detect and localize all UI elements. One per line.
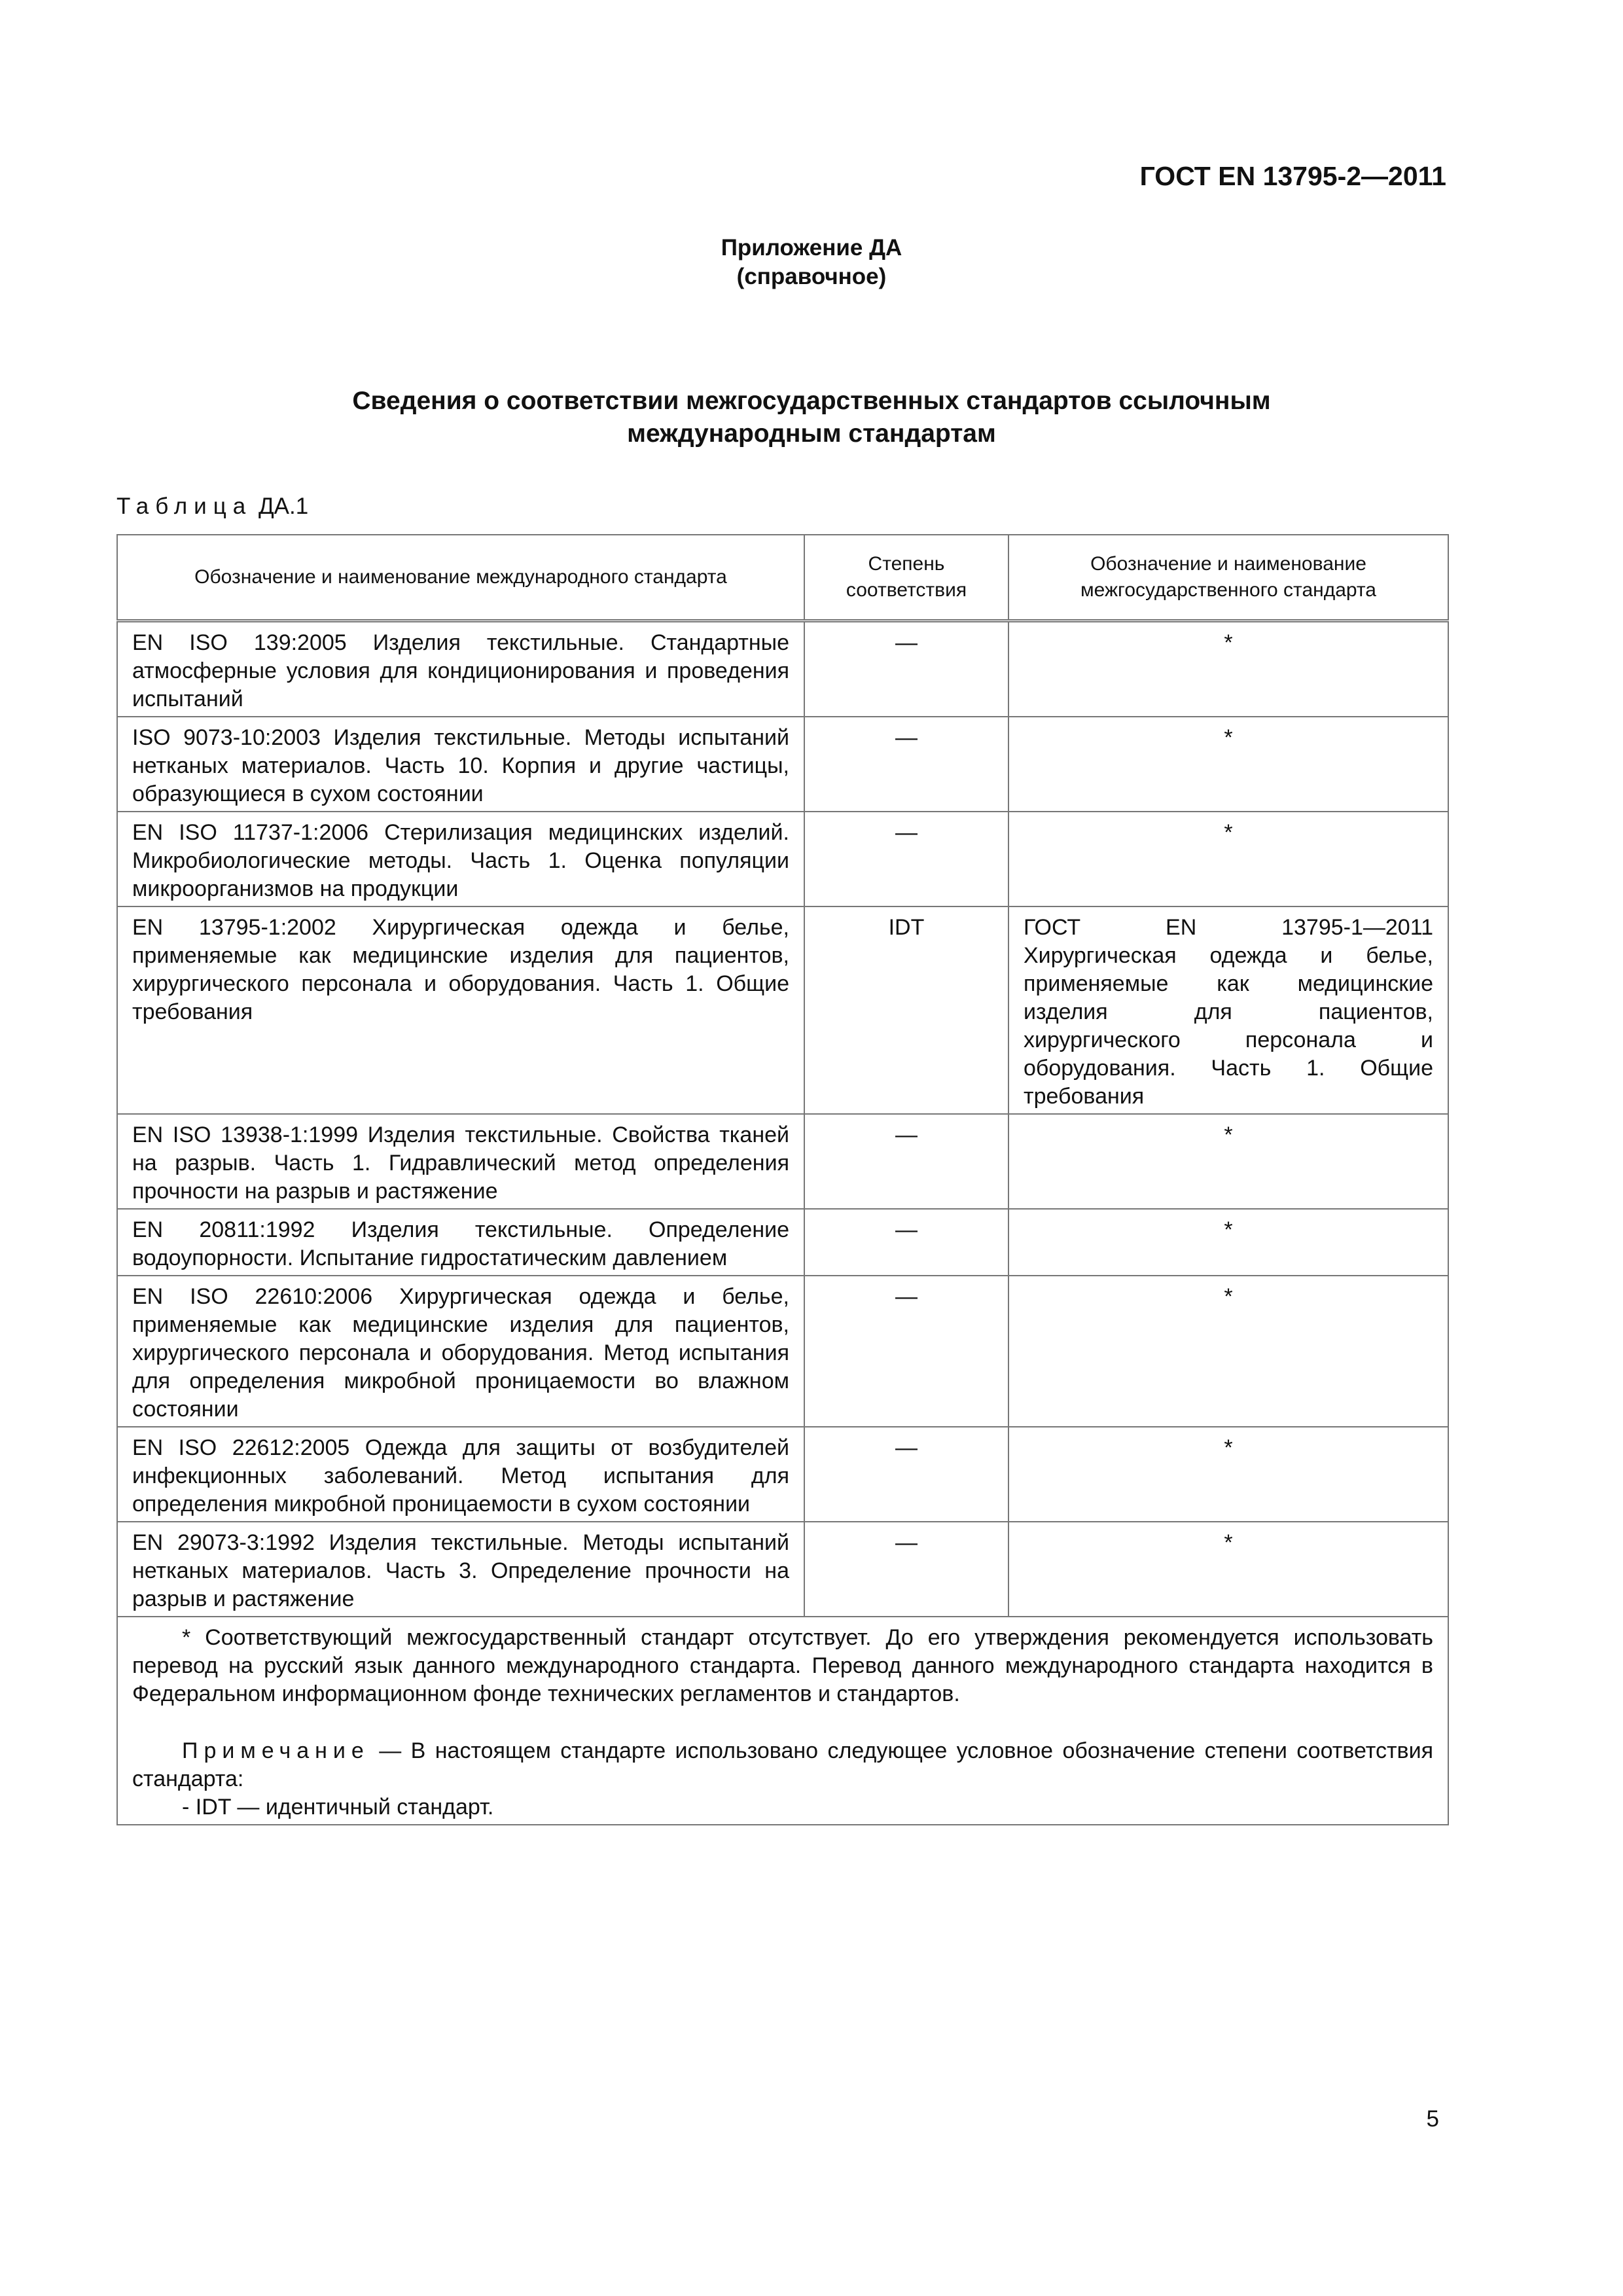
cell-international-standard: EN 13795-1:2002 Хирургическая одежда и белье, применяемые как медицинские изделия для пациентов, хирургического персонала и оборудования. Часть 1. Общие требования xyxy=(117,906,804,1114)
table-label xyxy=(116,493,308,520)
table-row xyxy=(117,906,1448,1114)
header-international-standard: Обозначение и наименование международного стандарта xyxy=(117,535,804,621)
cell-degree: — xyxy=(804,717,1008,812)
table-footnote-cell xyxy=(117,1617,1448,1825)
cell-international-standard: EN ISO 139:2005 Изделия текстильные. Стандартные атмосферные условия для кондиционирования и проведения испытаний xyxy=(117,621,804,717)
note-text: — В настоящем стандарте использовано следующее условное обозначение степени соответствия стандарта: xyxy=(132,1738,1433,1791)
page-number: 5 xyxy=(1426,2106,1439,2132)
table-row xyxy=(117,1276,1448,1427)
section-heading-line-2: международным стандартам xyxy=(627,420,996,448)
note-label: Примечание xyxy=(182,1738,370,1763)
table-row xyxy=(117,621,1448,717)
note xyxy=(132,1737,1433,1793)
standard-code: ГОСТ EN 13795-2—2011 xyxy=(1139,161,1446,191)
cell-interstate-standard: * xyxy=(1008,1522,1448,1617)
cell-degree: — xyxy=(804,1209,1008,1276)
table-row xyxy=(117,812,1448,906)
table-row xyxy=(117,1427,1448,1522)
table-label-word: Таблица xyxy=(116,493,253,519)
cell-degree: — xyxy=(804,812,1008,906)
cell-degree: IDT xyxy=(804,906,1008,1114)
table-row xyxy=(117,1114,1448,1209)
table-row xyxy=(117,717,1448,812)
cell-interstate-standard: * xyxy=(1008,621,1448,717)
note-item: - IDT — идентичный стандарт. xyxy=(182,1795,494,1820)
cell-interstate-standard: * xyxy=(1008,1427,1448,1522)
section-heading xyxy=(0,385,1623,450)
table-label-number: ДА.1 xyxy=(258,493,309,519)
table-row xyxy=(117,1522,1448,1617)
section-heading-line-1: Сведения о соответствии межгосударственных стандартов ссылочным xyxy=(352,387,1271,415)
cell-degree: — xyxy=(804,621,1008,717)
table-footer-row xyxy=(117,1617,1448,1825)
cell-interstate-standard: * xyxy=(1008,717,1448,812)
cell-international-standard: EN ISO 22612:2005 Одежда для защиты от возбудителей инфекционных заболеваний. Метод испытания для определения микробной проницаемости в сухом состоянии xyxy=(117,1427,804,1522)
annex-type: (справочное) xyxy=(736,264,887,289)
table-row xyxy=(117,1209,1448,1276)
cell-degree: — xyxy=(804,1522,1008,1617)
cell-international-standard: EN ISO 22610:2006 Хирургическая одежда и белье, применяемые как медицинские изделия для пациентов, хирургического персонала и оборудования. Метод испытания для определения микробной проницаемости во влажном состоянии xyxy=(117,1276,804,1427)
annex-title: Приложение ДА xyxy=(721,235,902,260)
cell-interstate-standard: * xyxy=(1008,812,1448,906)
cell-interstate-standard: ГОСТ EN 13795-1—2011 Хирургическая одежда и белье, применяемые как медицинские изделия для пациентов, хирургического персонала и оборудования. Часть 1. Общие требования xyxy=(1008,906,1448,1114)
cell-degree: — xyxy=(804,1427,1008,1522)
cell-international-standard: EN 20811:1992 Изделия текстильные. Определение водоупорности. Испытание гидростатическим давлением xyxy=(117,1209,804,1276)
cell-international-standard: EN ISO 13938-1:1999 Изделия текстильные. Свойства тканей на разрыв. Часть 1. Гидравлический метод определения прочности на разрыв и растяжение xyxy=(117,1114,804,1209)
footnote: * Соответствующий межгосударственный стандарт отсутствует. До его утверждения рекомендуется использовать перевод на русский язык данного международного стандарта. Перевод данного международного стандарта находится в Федеральном информационном фонде технических регламентов и стандартов. xyxy=(132,1625,1433,1706)
header-interstate-standard: Обозначение и наименование межгосударственного стандарта xyxy=(1008,535,1448,621)
cell-degree: — xyxy=(804,1114,1008,1209)
correspondence-table xyxy=(116,534,1449,1825)
cell-international-standard: EN 29073-3:1992 Изделия текстильные. Методы испытаний нетканых материалов. Часть 3. Определение прочности на разрыв и растяжение xyxy=(117,1522,804,1617)
cell-degree: — xyxy=(804,1276,1008,1427)
table-header-row xyxy=(117,535,1448,621)
cell-interstate-standard: * xyxy=(1008,1276,1448,1427)
cell-international-standard: ISO 9073-10:2003 Изделия текстильные. Методы испытаний нетканых материалов. Часть 10. Корпия и другие частицы, образующиеся в сухом состоянии xyxy=(117,717,804,812)
cell-interstate-standard: * xyxy=(1008,1114,1448,1209)
cell-interstate-standard: * xyxy=(1008,1209,1448,1276)
header-degree: Степень соответствия xyxy=(804,535,1008,621)
cell-international-standard: EN ISO 11737-1:2006 Стерилизация медицинских изделий. Микробиологические методы. Часть 1. Оценка популяции микроорганизмов на продукции xyxy=(117,812,804,906)
